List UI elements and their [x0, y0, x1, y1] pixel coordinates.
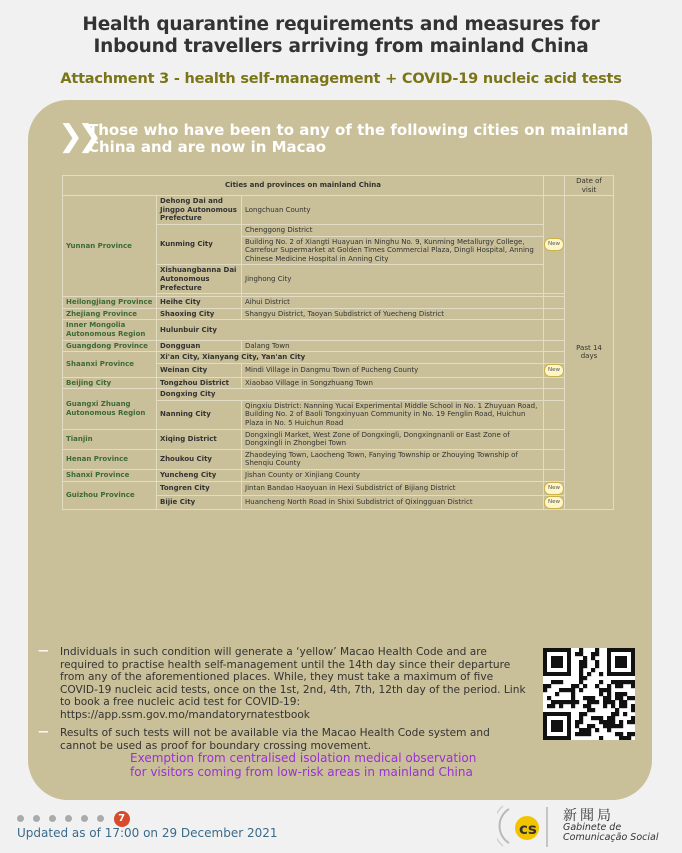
note-text: Individuals in such condition will generate a ‘yellow’ Macao Health Code and are required to practise health self-management until the 14th day since their departure from any of the aforementioned places. While, they must take a maximum of five COVID-19 nucleic acid tests, once on the 1st, 2nd, 4th, 7th, 12th day of the period. Link to book a free nucleic acid test for COVID-19: https://app.ssm.gov.mo/mandatoryrnatestbook	[60, 646, 526, 721]
double-chevron-icon: ❯❯	[58, 119, 97, 154]
gcs-name-pt	[563, 823, 658, 843]
province-cell: Guizhou Province	[63, 481, 157, 509]
notes-section	[38, 646, 528, 758]
city-cell: Heihe City	[157, 297, 242, 309]
gcs-emblem-icon	[497, 803, 559, 849]
city-cell: Dehong Dai and Jingpo Autonomous Prefecture	[157, 196, 242, 225]
table-row	[63, 308, 614, 320]
table-row	[63, 320, 614, 340]
note-item	[38, 646, 528, 721]
area-cell: Xiaobao Village in Songzhuang Town	[242, 377, 544, 389]
table-header-row	[63, 176, 614, 196]
city-cell: Hulunbuir City	[157, 320, 544, 340]
city-cell: Kunming City	[157, 224, 242, 264]
header-date: Date of visit	[565, 176, 614, 196]
city-cell: Xishuangbanna Dai Autonomous Prefecture	[157, 265, 242, 294]
area-cell: Chenggong District	[242, 224, 544, 236]
dash-bullet: —	[38, 726, 49, 738]
section-heading-text: Those who have been to any of the following cities on mainland China and are now in Macao	[88, 121, 629, 156]
note-text: Results of such tests will not be available via the Macao Health Code system and cannot be used as proof for boundary crossing movement.	[60, 727, 490, 752]
svg-text:cs: cs	[519, 820, 537, 838]
area-cell: Jintan Bandao Haoyuan in Hexi Subdistrict of Bijiang District	[242, 481, 544, 495]
province-cell: Guangdong Province	[63, 340, 157, 352]
page-dot[interactable]	[81, 815, 88, 822]
area-cell: Dalang Town	[242, 340, 544, 352]
page-dot[interactable]	[49, 815, 56, 822]
area-cell: Zhaodeying Town, Laocheng Town, Fanying Township or Zhouying Township of Shenqiu County	[242, 449, 544, 469]
page-title-line2: Inbound travellers arriving from mainland China	[93, 36, 589, 57]
page-subtitle: Attachment 3 - health self-management + COVID-19 nucleic acid tests	[60, 71, 622, 87]
table-row	[63, 429, 614, 449]
province-cell: Tianjin	[63, 429, 157, 449]
area-cell: Building No. 2 of Xiangti Huayuan in Ninghu No. 9, Kunming Metallurgy College, Carrefour Supermarket at Golden Times Commercial Plaza, Dingli Hospital, Anning Chinese Medicine Hospital in Anning City	[242, 236, 544, 265]
cities-table	[62, 175, 614, 510]
exemption-line2[interactable]: for visitors coming from low-risk areas in mainland China	[130, 765, 473, 779]
gcs-name-zh: 新聞局	[563, 808, 614, 824]
table-row	[63, 377, 614, 389]
table-row	[63, 340, 614, 352]
city-cell: Yuncheng City	[157, 470, 242, 482]
province-cell: Yunnan Province	[63, 196, 157, 297]
area-cell: Dongxingli Market, West Zone of Dongxingli, Dongxingnanli or East Zone of Dongxingli in Zhongbei Town	[242, 429, 544, 449]
city-cell: Tongren City	[157, 481, 242, 495]
city-cell: Xiqing District	[157, 429, 242, 449]
exemption-link[interactable]	[130, 751, 510, 779]
province-cell: Henan Province	[63, 449, 157, 469]
exemption-line1[interactable]: Exemption from centralised isolation medical observation	[130, 751, 477, 765]
area-cell: Longchuan County	[242, 196, 544, 225]
table-row	[63, 389, 614, 401]
header-cities: Cities and provinces on mainland China	[63, 176, 544, 196]
area-cell: Aihui District	[242, 297, 544, 309]
page-dot[interactable]	[33, 815, 40, 822]
table-row	[63, 196, 614, 225]
city-cell: Zhoukou City	[157, 449, 242, 469]
area-cell: Shangyu District, Taoyan Subdistrict of Yuecheng District	[242, 308, 544, 320]
updated-timestamp: Updated as of 17:00 on 29 December 2021	[17, 826, 278, 840]
page-dot[interactable]	[97, 815, 104, 822]
qr-code-image	[543, 648, 635, 740]
table-row	[63, 449, 614, 469]
table-row	[63, 481, 614, 495]
page-dot[interactable]	[65, 815, 72, 822]
gcs-name-pt-line1: Gabinete de	[563, 822, 622, 833]
province-cell: Shaanxi Province	[63, 352, 157, 378]
note-item	[38, 727, 528, 752]
new-badge: New	[544, 496, 564, 509]
table-row	[63, 352, 614, 364]
city-cell: Dongguan	[157, 340, 242, 352]
province-cell: Shanxi Province	[63, 470, 157, 482]
province-cell: Zhejiang Province	[63, 308, 157, 320]
city-cell: Nanning City	[157, 400, 242, 429]
new-badge: New	[544, 238, 564, 251]
area-cell: Jinghong City	[242, 265, 544, 294]
table-row	[63, 470, 614, 482]
city-cell: Dongxing City	[157, 389, 544, 401]
area-cell: Jishan County or Xinjiang County	[242, 470, 544, 482]
new-badge: New	[544, 482, 564, 495]
area-cell: Huancheng North Road in Shixi Subdistrict of Qixingguan District	[242, 495, 544, 509]
province-cell: Heilongjiang Province	[63, 297, 157, 309]
page-indicator	[17, 808, 130, 827]
city-cell: Tongzhou District	[157, 377, 242, 389]
date-cell: Past 14 days	[565, 196, 614, 509]
city-cell: Shaoxing City	[157, 308, 242, 320]
city-cell: Bijie City	[157, 495, 242, 509]
page-dot[interactable]	[17, 815, 24, 822]
gcs-logo	[497, 803, 682, 849]
gcs-name-pt-line2: Comunicação Social	[563, 832, 659, 843]
province-cell: Inner Mongolia Autonomous Region	[63, 320, 157, 340]
area-cell: Mindi Village in Dangmu Town of Pucheng County	[242, 363, 544, 377]
dash-bullet: —	[38, 645, 49, 657]
table-row	[63, 297, 614, 309]
qr-code[interactable]	[543, 648, 635, 740]
province-cell: Guangxi Zhuang Autonomous Region	[63, 389, 157, 429]
page-title-line1: Health quarantine requirements and measures for	[82, 14, 600, 35]
city-cell: Xi'an City, Xianyang City, Yan'an City	[157, 352, 544, 364]
page-title	[0, 14, 682, 58]
area-cell: Qingxiu District: Nanning Yucai Experimental Middle School in No. 1 Zhuyuan Road, Building No. 2 of Baoli Tongxinyuan Community in No. 19 Fenglin Road, Huichun Plaza in No. 5 Huichun Road	[242, 400, 544, 429]
new-badge: New	[544, 364, 564, 377]
province-cell: Beijing City	[63, 377, 157, 389]
current-page-badge[interactable]: 7	[114, 811, 130, 827]
city-cell: Weinan City	[157, 363, 242, 377]
